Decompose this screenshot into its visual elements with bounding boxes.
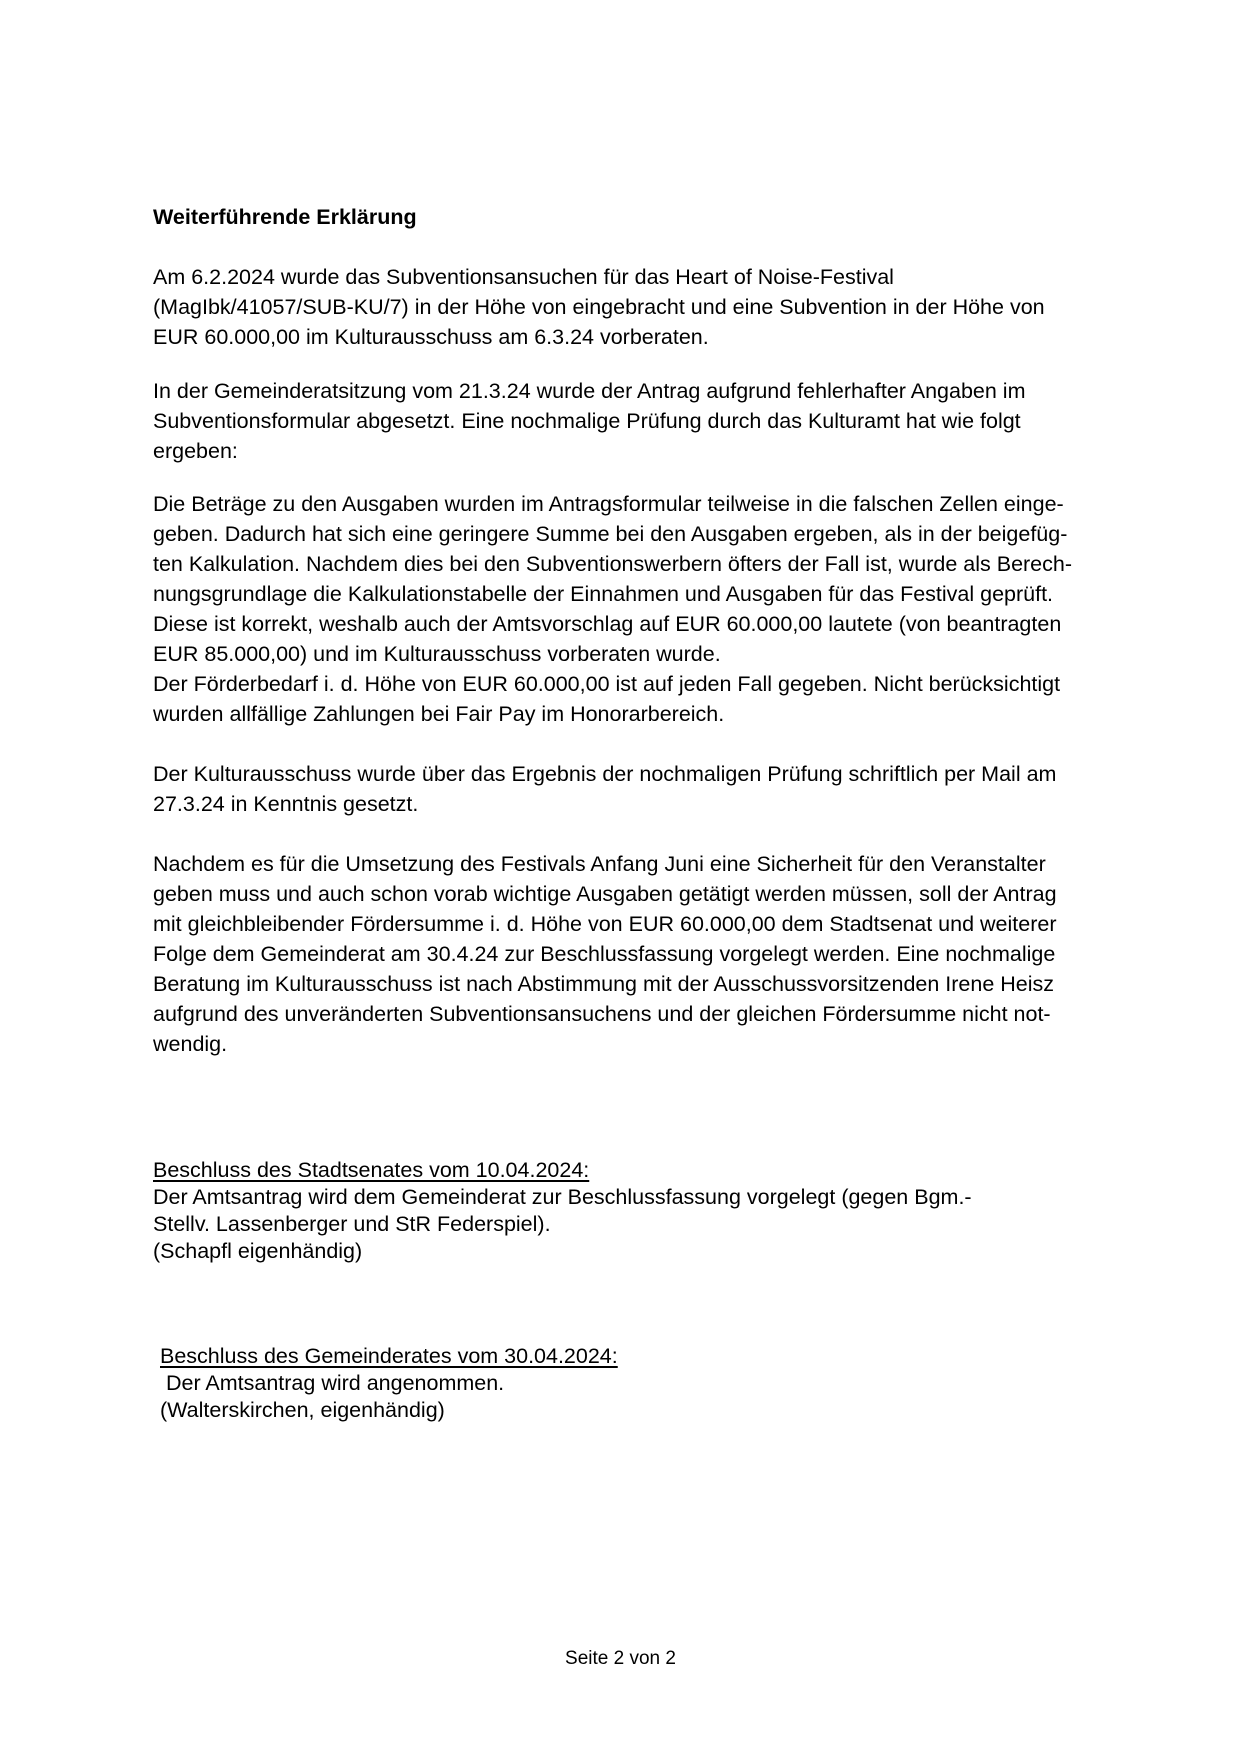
text-line: Der Förderbedarf i. d. Höhe von EUR 60.000,00 ist auf jeden Fall gegeben. Nicht berücksichtigt	[153, 672, 1061, 696]
text-line: EUR 85.000,00) und im Kulturausschuss vorberaten wurde.	[153, 642, 721, 666]
text-line: Stellv. Lassenberger und StR Federspiel).	[153, 1212, 551, 1236]
text-line: Der Amtsantrag wird angenommen.	[160, 1371, 505, 1395]
text-line: aufgrund des unveränderten Subventionsansuchens und der gleichen Fördersumme nicht not-	[153, 1002, 1051, 1026]
text-line: (Walterskirchen, eigenhändig)	[160, 1398, 445, 1422]
text-line: In der Gemeinderatsitzung vom 21.3.24 wurde der Antrag aufgrund fehlerhafter Angaben im	[153, 379, 1026, 403]
paragraph-4	[153, 759, 1143, 819]
text-line: ergeben:	[153, 439, 238, 463]
text-line: nungsgrundlage die Kalkulationstabelle der Einnahmen und Ausgaben für das Festival geprüft.	[153, 582, 1054, 606]
paragraph-2	[153, 376, 1143, 466]
section-heading: Weiterführende Erklärung	[153, 205, 417, 229]
text-line: Der Kulturausschuss wurde über das Ergebnis der nochmaligen Prüfung schriftlich per Mail am	[153, 762, 1057, 786]
text-line: Folge dem Gemeinderat am 30.4.24 zur Beschlussfassung vorgelegt werden. Eine nochmalige	[153, 942, 1056, 966]
text-line: Am 6.2.2024 wurde das Subventionsansuchen für das Heart of Noise-Festival	[153, 265, 894, 289]
paragraph-3	[153, 489, 1143, 729]
text-line: wurden allfällige Zahlungen bei Fair Pay im Honorarbereich.	[153, 702, 725, 726]
decision-gemeinderat	[160, 1343, 1150, 1424]
text-line: Nachdem es für die Umsetzung des Festivals Anfang Juni eine Sicherheit für den Veranstalter	[153, 852, 1046, 876]
page-number: Seite 2 von 2	[565, 1648, 676, 1669]
text-line: Der Amtsantrag wird dem Gemeinderat zur Beschlussfassung vorgelegt (gegen Bgm.-	[153, 1185, 972, 1209]
text-line: geben muss und auch schon vorab wichtige Ausgaben getätigt werden müssen, soll der Antrag	[153, 882, 1057, 906]
decision-stadtsenat	[153, 1157, 1143, 1265]
text-line: Diese ist korrekt, weshalb auch der Amtsvorschlag auf EUR 60.000,00 lautete (von beantragten	[153, 612, 1062, 636]
text-line: ten Kalkulation. Nachdem dies bei den Subventionswerbern öfters der Fall ist, wurde als Berech-	[153, 552, 1073, 576]
text-line: Subventionsformular abgesetzt. Eine nochmalige Prüfung durch das Kulturamt hat wie folgt	[153, 409, 1021, 433]
text-line: (MagIbk/41057/SUB-KU/7) in der Höhe von eingebracht und eine Subvention in der Höhe von	[153, 295, 1045, 319]
decision-title: Beschluss des Gemeinderates vom 30.04.2024:	[160, 1344, 618, 1368]
text-line: wendig.	[153, 1032, 228, 1056]
text-line: 27.3.24 in Kenntnis gesetzt.	[153, 792, 419, 816]
text-line: geben. Dadurch hat sich eine geringere Summe bei den Ausgaben ergeben, als in der beigefüg-	[153, 522, 1068, 546]
paragraph-1	[153, 262, 1143, 352]
paragraph-5	[153, 849, 1143, 1059]
text-line: Beratung im Kulturausschuss ist nach Abstimmung mit der Ausschussvorsitzenden Irene Heisz	[153, 972, 1055, 996]
text-line: EUR 60.000,00 im Kulturausschuss am 6.3.24 vorberaten.	[153, 325, 709, 349]
text-line: mit gleichbleibender Fördersumme i. d. Höhe von EUR 60.000,00 dem Stadtsenat und weiterer	[153, 912, 1057, 936]
text-line: Die Beträge zu den Ausgaben wurden im Antragsformular teilweise in die falschen Zellen einge-	[153, 492, 1064, 516]
decision-title: Beschluss des Stadtsenates vom 10.04.2024:	[153, 1158, 590, 1182]
text-line: (Schapfl eigenhändig)	[153, 1239, 363, 1263]
